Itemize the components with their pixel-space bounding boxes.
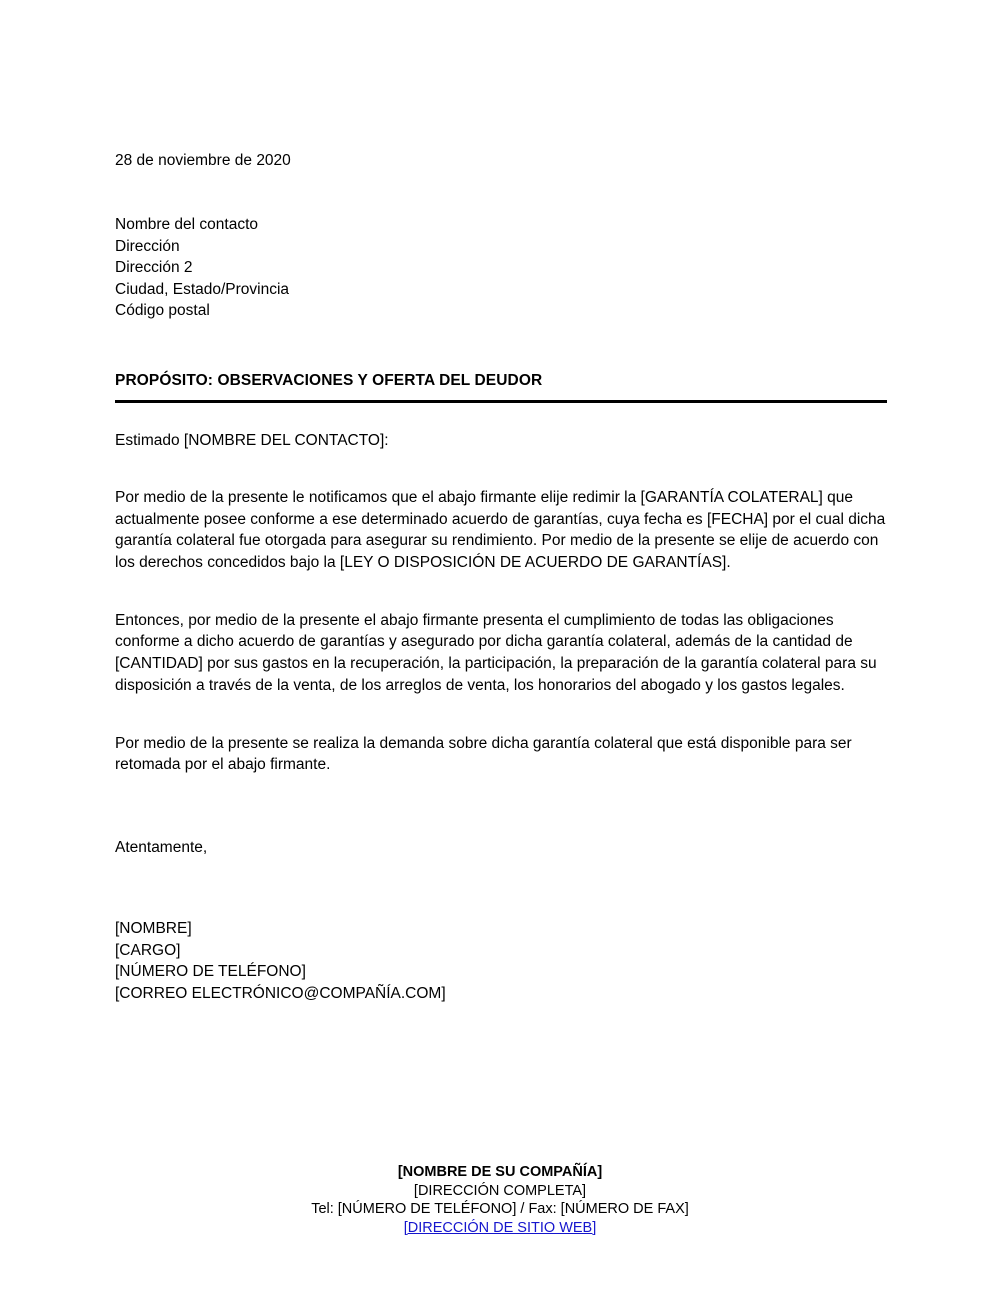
signature-line: [CARGO] bbox=[115, 941, 181, 959]
page-footer bbox=[0, 1163, 1000, 1237]
footer-contact: Tel: [NÚMERO DE TELÉFONO] / Fax: [NÚMERO DE FAX] bbox=[311, 1201, 689, 1217]
footer-company-name: [NOMBRE DE SU COMPAÑÍA] bbox=[397, 1164, 603, 1180]
recipient-line: Nombre del contacto bbox=[115, 216, 259, 233]
footer-address: [DIRECCIÓN COMPLETA] bbox=[413, 1182, 587, 1199]
closing-salutation: Atentamente, bbox=[115, 839, 208, 857]
signature-line: [NÚMERO DE TELÉFONO] bbox=[115, 963, 306, 981]
signature-block bbox=[115, 858, 887, 1004]
recipient-line: Dirección bbox=[115, 237, 180, 255]
letter-date: 28 de noviembre de 2020 bbox=[115, 152, 291, 169]
salutation: Estimado [NOMBRE DEL CONTACTO]: bbox=[115, 431, 389, 449]
signature-line: [NOMBRE] bbox=[115, 920, 192, 938]
body-paragraph: Por medio de la presente le notificamos que el abajo firmante elije redimir la [GARANTÍA COLATERAL] que actualmente posee conforme a ese determinado acuerdo de garantías, cuya fecha es [FECHA] por el cual dicha garantía colateral fue otorgada para asegurar su rendimiento. Por medio de la presente se elije de acuerdo con los derechos concedidos bajo la [LEY O DISPOSICIÓN DE ACUERDO DE GARANTÍAS]. bbox=[115, 489, 886, 571]
letter-body bbox=[115, 0, 887, 1004]
body-paragraph: Entonces, por medio de la presente el abajo firmante presenta el cumplimiento de todas las obligaciones conforme a dicho acuerdo de garantías y asegurado por dicha garantía colateral, además de la cantidad de [CANTIDAD] por sus gastos en la recuperación, la participación, la preparación de la garantía colateral para su disposición a través de la venta, de los arreglos de venta, los honorarios del abogado y los gastos legales. bbox=[115, 611, 877, 694]
signature-line: [CORREO ELECTRÓNICO@COMPAÑÍA.COM] bbox=[115, 984, 446, 1002]
footer-website-link[interactable]: [DIRECCIÓN DE SITIO WEB] bbox=[403, 1219, 597, 1236]
recipient-line: Dirección 2 bbox=[115, 259, 193, 276]
subject-heading: PROPÓSITO: OBSERVACIONES Y OFERTA DEL DEUDOR bbox=[115, 371, 543, 389]
recipient-line: Código postal bbox=[115, 302, 210, 319]
body-paragraph: Por medio de la presente se realiza la demanda sobre dicha garantía colateral que está disponible para ser retomada por el abajo firmante. bbox=[115, 734, 852, 774]
recipient-line: Ciudad, Estado/Provincia bbox=[115, 280, 290, 298]
recipient-address-block bbox=[115, 171, 887, 322]
subject-section bbox=[115, 322, 887, 403]
footer-website-link-wrap bbox=[0, 1219, 1000, 1238]
